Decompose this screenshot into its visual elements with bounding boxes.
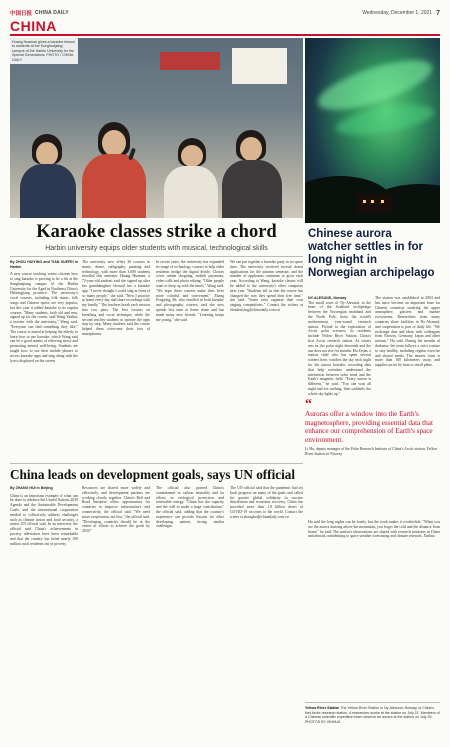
pull-quote-text: Auroras offer a window into the Earth's magnetosphere, providing essential data that enhance our comprehension of Earth's space environment. [305,410,433,444]
china-byline: By ZHANG HUI in Beijing [10,486,53,490]
teacher-figure [82,154,146,218]
student-figure [222,160,282,218]
newspaper-logo: 中国日报 [10,11,33,17]
china-body-1: China is an important example of what can be done to advance the United Nations 2030 Agenda and the Sustainable Development Goals, and the international cooperation needed to collectively address challenges such as climate action and food security, a senior UN official said. In an interview, the official said China's achievements in poverty alleviation have been remarkable and that the country has lifted nearly 100 million rural residents out of poverty. [10,493,78,546]
window-light [363,200,366,203]
headline-rule [10,256,303,257]
aurora-body-2: The station was established in 2004 and has since become an important base for Chinese scientists studying the upper atmosphere, glaciers and marine ecosystems. Researchers from many countries share facilities in Ny-Alesund, and cooperation is part of daily life. "We exchange data and ideas with colleagues from Norway, Germany, Japan and other nations," Hu said. During the months of darkness, the team follows a strict routine to stay healthy, including regular exercise and shared meals. The nearest town is more than 100 kilometers away, and supplies arrive by boat or small plane. [375,296,440,368]
student-head [36,142,58,166]
section-title: CHINA [10,18,57,34]
wall-board [232,48,287,84]
karaoke-column-1 [10,260,78,458]
china-column-3 [156,486,224,738]
karaoke-deck: Harbin university equips older students with musical, technological skills [45,245,268,252]
window-light [371,200,374,203]
window-light [381,200,384,203]
student-figure [164,166,218,218]
student-figure [20,164,76,218]
karaoke-headline: Karaoke classes strike a chord [36,222,277,242]
karaoke-body-2: The university now offers 26 courses in music, dance, calligraphy, painting and technology, with more than 3,000 students enrolled this semester. Huang Huaman, a 72-year-old student, said she signed up after her granddaughter showed her a karaoke app. "I never thought I could sing in front of so many people," she said. "Now I practice at home every day and share recordings with my family." The teachers break each session into two parts. The first focuses on breathing and vocal technique, while the second teaches students to operate the apps step by step. Many students said the course helped them overcome their fear of smartphones. [82,260,150,336]
karaoke-class-photo [10,38,303,218]
publication-name: CHINA DAILY [35,10,69,16]
page-number: 7 [436,9,440,17]
caption-text: The Yellow River Station in Ny-Alesund, Norway, is China's first Arctic research station. A researcher works at the station on July 21. Members of a Chinese scientific expedition team observe an aurora at the station on July 25. PHOTOS BY XINHUA [305,706,440,724]
karaoke-column-2 [82,260,150,458]
aurora-photo [305,38,440,223]
karaoke-column-3 [156,260,224,458]
china-column-4 [230,486,303,738]
caption-rule [305,702,440,703]
aurora-body-1: The small town of Ny-Alesund, in the heart of the Svalbard archipelago between the Norwegian mainland and the North Pole, hosts the world's northernmost year-round research station. Pivotal to the exploration of Arctic polar sciences, its residents include Yellow River Station, China's first Arctic research station. As winter sets in, the polar night descends and the sun does not rise for months. Hu Zejun, a station chief who has spent several winters here, watches the sky each night for the aurora borealis, recording data that help scientists understand the interaction between solar wind and the Earth's magnetic field. "Every aurora is different," he said. "You can wait all night and see nothing, then suddenly the whole sky lights up." [308,300,371,396]
story-divider [10,463,303,464]
china-body-3: The official also praised China's commitment to carbon neutrality and its efforts in ecological protection and renewable energy. "China has the capacity and the will to make a huge contribution," the official said, adding that the country's experience can provide lessons for other developing nations facing similar challenges. [156,486,224,529]
aurora-headline: Chinese aurora watcher settles in for long night in Norwegian archipelago [308,228,435,279]
karaoke-body-4: We can put together a karaoke party in no space time. The university received several dozen applications for the autumn semester, and the number of applicants continues to grow each year. According to Wang, karaoke classes will be added to the university's other campuses next year. "Students tell us that the course has changed the way they spend their free time," she said. "Some even organize their own singing competitions." Contact the writers at zhouhuiying@chinadaily.com.cn [230,260,303,312]
station-building [357,194,393,212]
karaoke-column-4 [230,260,303,458]
aurora-dateline: NY-ALESUND, Norway [308,296,347,300]
pull-quote [305,397,440,457]
china-body-2: Resources are shared more widely and effectively, and development partners are working closely together. China's Belt and Road Initiative offers opportunities for countries to improve infrastructure and connectivity, the official said. "We need more cooperation, not less," the official said. "Developing countries should be at the center of efforts to achieve the goals by 2030." [82,486,150,534]
section-divider [10,34,440,36]
caption-title: Yellow River Station [305,706,340,710]
china-goals-headline: China leads on development goals, says UN official [10,467,296,482]
china-body-4: The UN official said that the pandemic had set back progress on many of the goals and called for greater global solidarity in vaccine distribution and economic recovery. China has provided more than 1.8 billion doses of COVID-19 vaccines to the world. Contact the writer at zhanghui@chinadaily.com.cn [230,486,303,519]
issue-date: Wednesday, December 1, 2021 [362,10,433,16]
student-head [181,145,203,167]
masthead [10,8,440,18]
classroom-banner [160,52,220,70]
aurora-column-3 [308,520,440,700]
aurora-column-1 [308,296,371,398]
aurora-body-3: Hu said the long nights can be lonely, but the work makes it worthwhile. "When you see the aurora dancing above the mountains, you forget the cold and the distance from home," he said. The station's observations are shared with research institutes in China and abroad, contributing to space weather forecasting and climate research. Xinhua [308,520,440,539]
china-column-1 [10,486,78,738]
karaoke-body-1: A new course teaching senior citizens how to sing karaoke is proving to be a hit at the Songhuajiang campus of the Harbin University for the Aged in Northeast China's Heilongjiang province. The university's vocal courses, including folk music, folk songs and Chinese opera, are very popular, but this year it added karaoke to its regular courses. "Many students, both old and new, signed up for the course, said Wang Yanhui, a teacher with the university," Wang said. "Everyone can find something they like." The course is aimed at helping the elderly to learn how to use karaoke, which Wang said can be a good means of relieving stress and promoting mental well-being. Students are taught how to use their mobile phones to access karaoke apps and sing along with the lyrics displayed on the screen. [10,272,78,363]
pull-quote-attribution: Li Hu, deputy manager of the Polar Research Institute of China's Arctic station, Yellow River Station in Norway [305,447,438,456]
aurora-column-2 [375,296,440,398]
student-head [240,137,262,161]
aurora-bottom-caption [305,706,440,724]
karaoke-photo-caption: Huang Huaman gives a karaoke lesson to students at the Songhuajiang campus of the Harbin University for the Special Generations. PHOTO / CHINA DAILY [10,38,78,64]
karaoke-byline: By ZHOU HUIYING and TIAN XUEFEI in Harbin [10,260,78,269]
quote-mark-icon: “ [305,397,312,412]
karaoke-body-3: In recent years, the university has expanded its range of technology courses to help older residents bridge the digital divide. Classes cover online shopping, mobile payments, video calls and photo editing. "Older people want to keep up with the times," Wang said. "We hope these courses make their lives more colorful and convenient." Zhang Fengying, 66, who enrolled in both karaoke and photography courses, said she now spends less time at home alone and has made many new friends. "Learning keeps me young," she said. [156,260,224,322]
teacher-head [102,130,126,156]
china-column-2 [82,486,150,738]
